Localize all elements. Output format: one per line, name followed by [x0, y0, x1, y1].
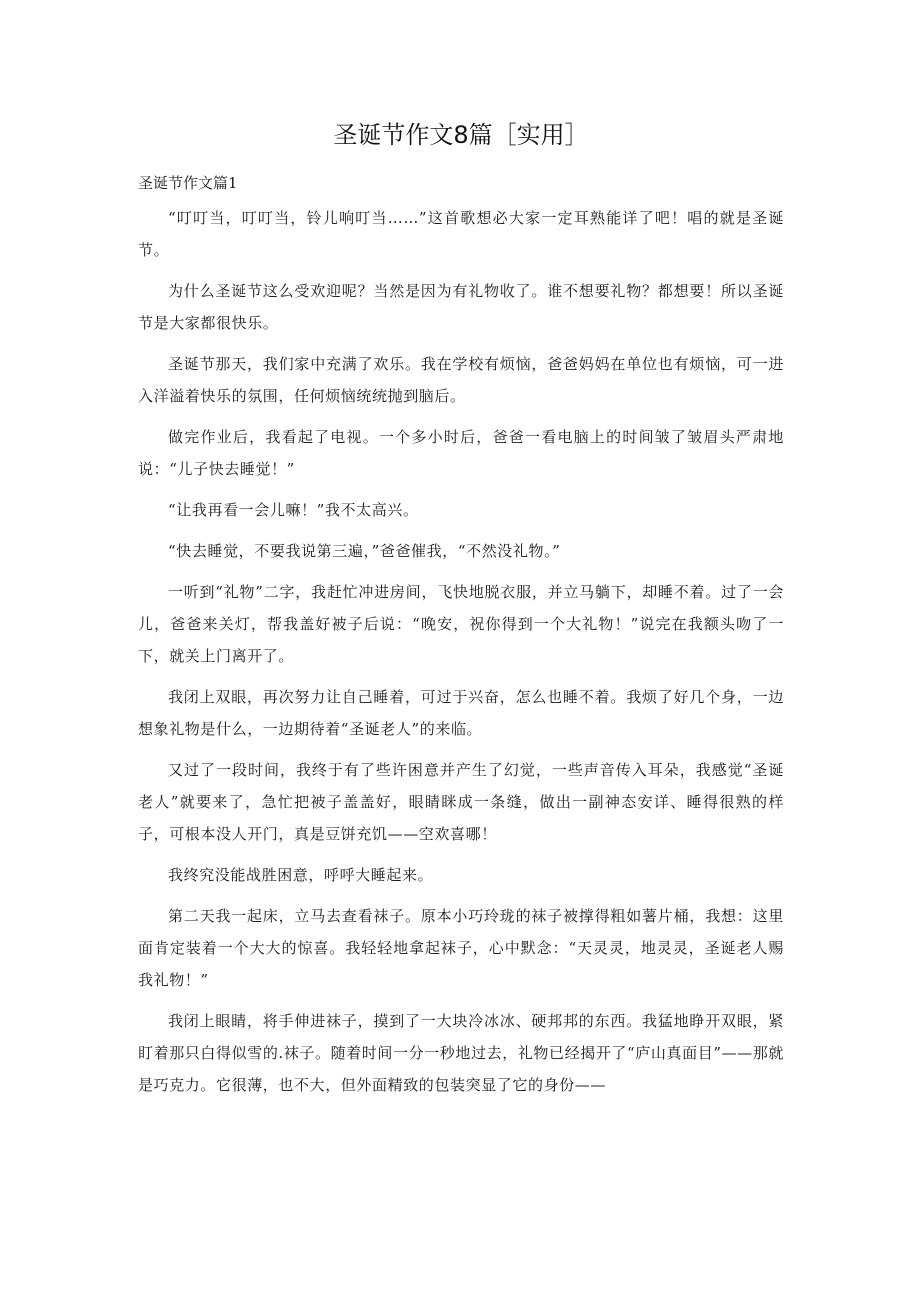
paragraph: 圣诞节那天，我们家中充满了欢乐。我在学校有烦恼，爸爸妈妈在单位也有烦恼，可一进入洋溢着快乐的氛围，任何烦恼统统抛到脑后。 — [138, 355, 784, 405]
paragraph: “快去睡觉，不要我说第三遍，”爸爸催我，“不然没礼物。” — [168, 542, 561, 560]
paragraph: 第二天我一起床，立马去查看袜子。原本小巧玲珑的袜子被撑得粗如薯片桶，我想：这里面肯定装着一个大大的惊喜。我轻轻地拿起袜子，心中默念：“天灵灵，地灵灵，圣诞老人赐我礼物！” — [138, 907, 784, 989]
paragraph: 我终究没能战胜困意，呼呼大睡起来。 — [168, 866, 434, 884]
article-body — [138, 202, 784, 1101]
paragraph: “叮叮当，叮叮当，铃儿响叮当……”这首歌想必大家一定耳熟能详了吧！唱的就是圣诞节。 — [138, 209, 784, 259]
paragraph: “让我再看一会儿嘛！”我不太高兴。 — [168, 501, 419, 519]
document-title: 圣诞节作文8篇［实用］ — [333, 121, 589, 149]
paragraph: 为什么圣诞节这么受欢迎呢？当然是因为有礼物收了。谁不想要礼物？都想要！所以圣诞节是大家都很快乐。 — [138, 282, 784, 332]
section-heading: 圣诞节作文篇1 — [138, 174, 238, 192]
paragraph: 做完作业后，我看起了电视。一个多小时后，爸爸一看电脑上的时间皱了皱眉头严肃地说：“儿子快去睡觉！” — [138, 428, 784, 478]
paragraph: 一听到“礼物”二字，我赶忙冲进房间，飞快地脱衣服，并立马躺下，却睡不着。过了一会儿，爸爸来关灯，帮我盖好被子后说：“晚安，祝你得到一个大礼物！”说完在我额头吻了一下，就关上门离开了。 — [138, 583, 784, 665]
paragraph: 又过了一段时间，我终于有了些许困意并产生了幻觉，一些声音传入耳朵，我感觉“圣诞老人”就要来了，急忙把被子盖盖好，眼睛眯成一条缝，做出一副神态安详、睡得很熟的样子，可根本没人开门，真是豆饼充饥——空欢喜哪！ — [138, 761, 784, 843]
paragraph: 我闭上双眼，再次努力让自己睡着，可过于兴奋，怎么也睡不着。我烦了好几个身，一边想象礼物是什么，一边期待着“圣诞老人”的来临。 — [138, 688, 784, 738]
paragraph: 我闭上眼睛，将手伸进袜子，摸到了一大块冷冰冰、硬邦邦的东西。我猛地睁开双眼，紧盯着那只白得似雪的.袜子。随着时间一分一秒地过去，礼物已经揭开了“庐山真面目”——那就是巧克力。它很薄，也不大，但外面精致的包装突显了它的身份—— — [138, 1012, 784, 1094]
